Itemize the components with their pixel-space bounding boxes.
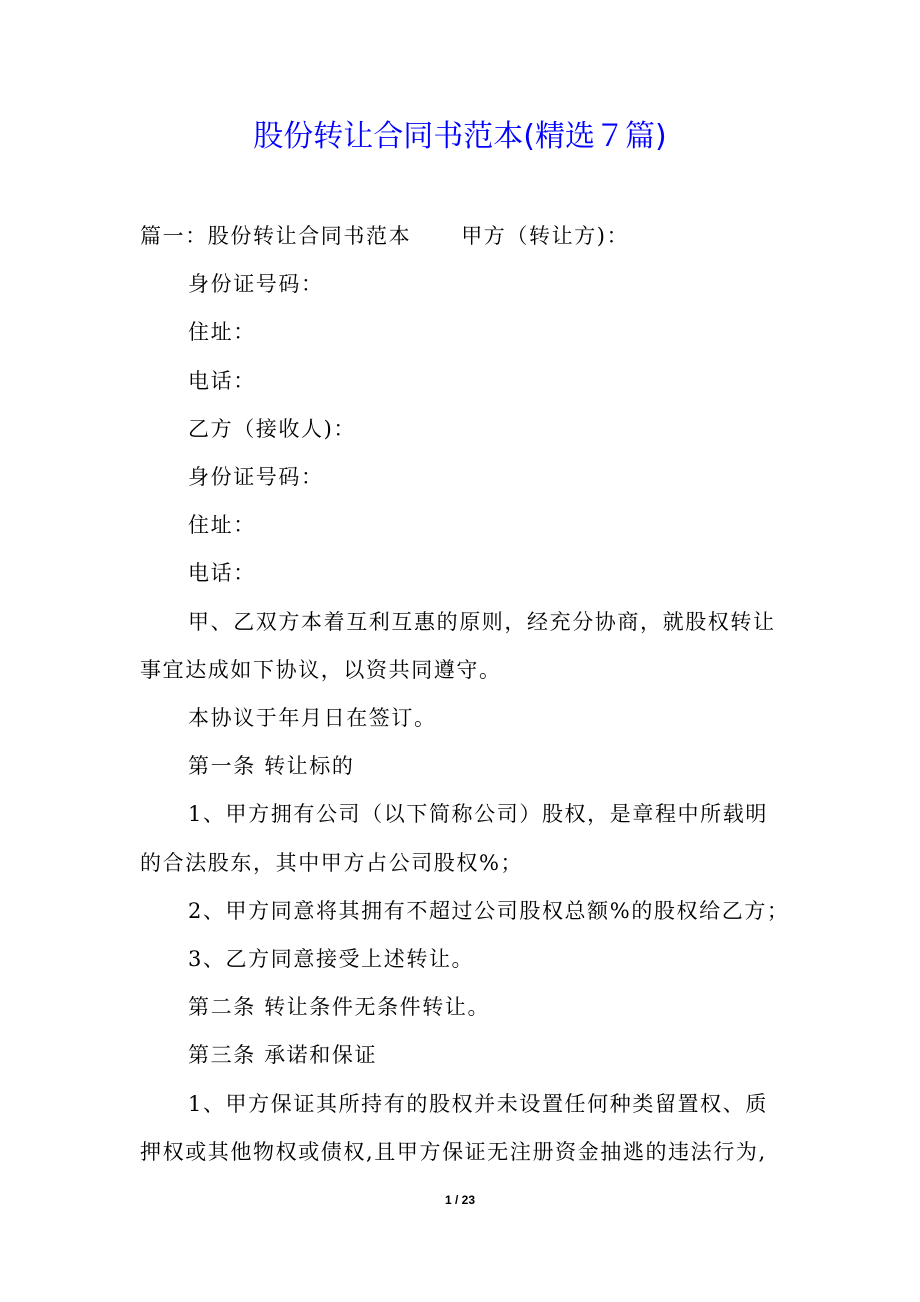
page-number: 1 / 23 bbox=[444, 1193, 476, 1207]
paragraph-line: 1、甲方保证其所持有的股权并未设置任何种类留置权、质 bbox=[188, 1091, 768, 1116]
paragraph-line: 1、甲方拥有公司（以下简称公司）股权，是章程中所载明 bbox=[188, 802, 768, 827]
paragraph: 身份证号码： bbox=[188, 465, 324, 490]
paragraph-line: 押权或其他物权或债权,且甲方保证无注册资金抽逃的违法行为, bbox=[140, 1139, 767, 1164]
paragraph-heading bbox=[140, 212, 785, 260]
article-heading: 第二条 转让条件无条件转让。 bbox=[188, 995, 491, 1020]
paragraph: 2、甲方同意将其拥有不超过公司股权总额%的股权给乙方； bbox=[188, 898, 790, 923]
paragraph: 3、乙方同意接受上述转让。 bbox=[188, 947, 475, 972]
party-a-label: 甲方（转让方)： bbox=[461, 224, 630, 248]
paragraph-line: 事宜达成如下协议，以资共同遵守。 bbox=[140, 657, 502, 682]
paragraph: 电话： bbox=[188, 561, 256, 586]
paragraph-line: 的合法股东，其中甲方占公司股权%； bbox=[140, 850, 524, 875]
paragraph: 住址： bbox=[188, 320, 256, 345]
document-body bbox=[140, 212, 790, 1176]
document-title: 股份转让合同书范本(精选７篇) bbox=[253, 119, 667, 154]
paragraph: 电话： bbox=[188, 368, 256, 393]
paragraph-line: 甲、乙双方本着互利互惠的原则，经充分协商，就股权转让 bbox=[188, 609, 776, 634]
paragraph: 乙方（接收人)： bbox=[188, 416, 356, 441]
article-heading: 第一条 转让标的 bbox=[188, 754, 355, 779]
paragraph: 本协议于年月日在签订。 bbox=[188, 706, 437, 731]
paragraph: 住址： bbox=[188, 513, 256, 538]
article-heading: 第三条 承诺和保证 bbox=[188, 1043, 378, 1068]
paragraph: 身份证号码： bbox=[188, 272, 324, 297]
section-title: 篇一：股份转让合同书范本 bbox=[140, 224, 412, 248]
